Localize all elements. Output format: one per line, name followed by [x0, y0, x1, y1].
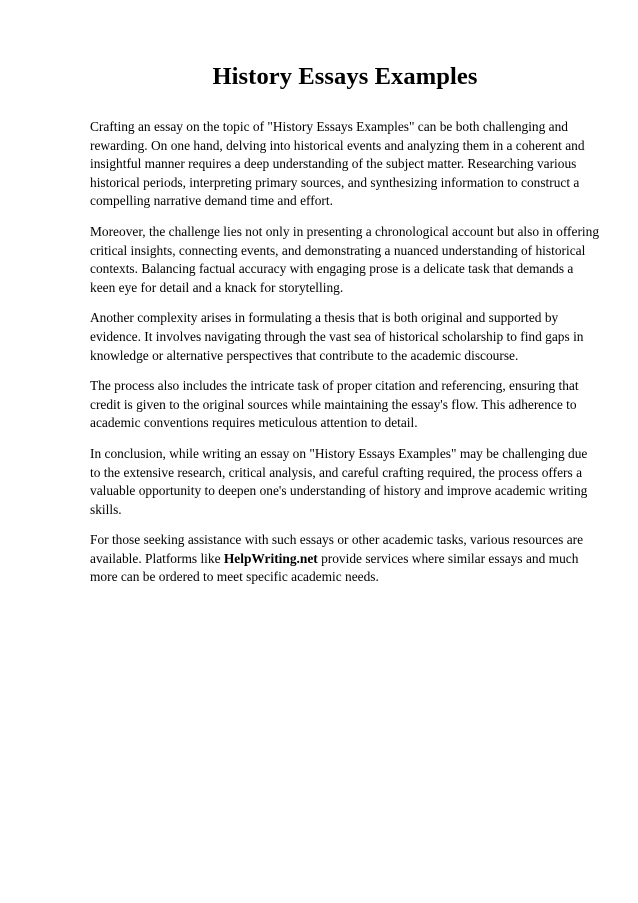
paragraph-resources	[90, 531, 600, 587]
paragraph-conclusion: In conclusion, while writing an essay on "History Essays Examples" may be challenging due to the extensive research, critical analysis, and careful crafting required, the process offers a valuable opportunity to deepen one's understanding of history and improve academic writing skills.	[90, 445, 588, 517]
document-page	[90, 62, 600, 599]
paragraph-intro: Crafting an essay on the topic of "History Essays Examples" can be both challenging and rewarding. On one hand, delving into historical events and analyzing them in a coherent and insightful manner requires a deep understanding of the subject matter. Researching various historical periods, interpreting primary sources, and synthesizing information to construct a compelling narrative demand time and effort.	[90, 119, 585, 209]
paragraph-challenge: Moreover, the challenge lies not only in presenting a chronological account but also in offering critical insights, connecting events, and demonstrating a nuanced understanding of historical contexts. Balancing factual accuracy with engaging prose is a delicate task that demands a keen eye for detail and a knack for storytelling.	[90, 223, 600, 295]
resources-text-before: For those seeking assistance with such essays or other academic tasks, various resources are available. Platforms like	[90, 532, 584, 566]
paragraph-citation: The process also includes the intricate task of proper citation and referencing, ensuring that credit is given to the original sources while maintaining the essay's flow. This adherence to academic conventions requires meticulous attention to detail.	[90, 378, 579, 431]
helpwriting-link[interactable]: HelpWriting.net	[223, 550, 318, 566]
resources-text-after: provide services where similar essays and much more can be ordered to meet specific academic needs.	[90, 550, 579, 585]
document-title: History Essays Examples	[212, 63, 478, 90]
paragraph-complexity: Another complexity arises in formulating a thesis that is both original and supported by evidence. It involves navigating through the vast sea of historical scholarship to find gaps in knowledge or alternative perspectives that contribute to the academic discourse.	[90, 310, 584, 363]
